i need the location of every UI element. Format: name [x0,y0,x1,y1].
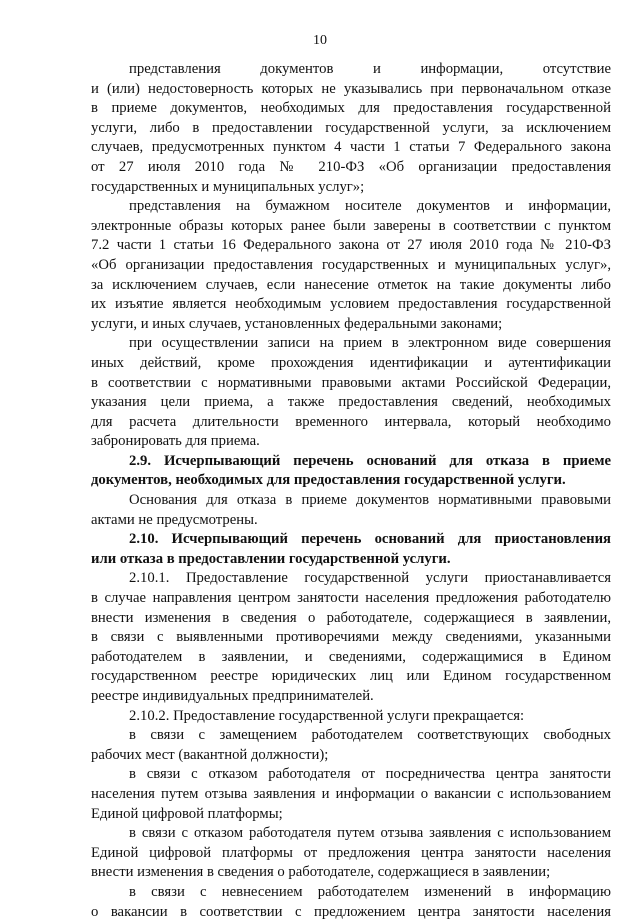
text-line: иных действий, кроме прохождения идентификации и аутентификации [91,354,611,371]
text-line: актами не предусмотрены. [91,511,258,528]
text-line: в связи с невнесением работодателем изменений в информацию [129,883,611,900]
text-line: при осуществлении записи на прием в электронном виде совершения [129,335,611,352]
text-line: от 27 июля 2010 года № 210-ФЗ «Об организации предоставления [91,158,611,175]
paragraph [91,883,611,922]
text-line: забронировать для приема. [91,433,260,450]
text-line: 2.10.1. Предоставление государственной услуги приостанавливается [129,570,611,587]
text-line: рабочих мест (вакантной должности); [91,746,329,763]
text-line: их изъятие является необходимым условием предоставления государственной [91,296,611,313]
text-line: государственных и муниципальных услуг»; [91,178,365,195]
text-line: в связи с отказом работодателя от посредничества центра занятости [129,766,611,783]
text-line: работодателем в заявлении, и сведениями, содержащимися в Едином [91,648,611,665]
page-number: 10 [313,33,327,48]
paragraph [91,569,611,706]
text-line: документов, необходимых для предоставления государственной услуги. [91,472,566,489]
text-line: в связи с отказом работодателя путем отзыва заявления с использованием [129,825,611,842]
text-line: и (или) недостоверность которых не указывались при первоначальном отказе [91,80,611,97]
paragraph [91,60,611,197]
text-line: в соответствии с нормативными правовыми актами Российской Федерации, [91,374,611,391]
text-line: для расчета длительности временного интервала, который необходимо [91,413,611,430]
text-line: 2.9. Исчерпывающий перечень оснований для отказа в приеме [129,452,611,469]
text-line: 2.10. Исчерпывающий перечень оснований для приостановления [129,531,611,548]
paragraph [91,765,611,824]
text-line: государственном реестре юридических лиц или Едином государственном [91,668,611,685]
text-line: услуги, либо в предоставлении государственной услуги, за исключением [91,119,611,136]
text-line: или отказа в предоставлении государственной услуги. [91,550,451,567]
text-line: Единой цифровой платформы от предложения центра занятости населения [91,844,611,861]
text-line: услуги, и иных случаев, установленных федеральными законами; [91,315,503,332]
text-line: за исключением случаев, если нанесение отметок на такие документы либо [91,276,611,293]
text-line: внести изменения в сведения о работодателе, содержащиеся в заявлении; [91,864,551,881]
paragraph [91,707,611,727]
text-line: случаев, предусмотренных пунктом 4 части 1 статьи 7 Федерального закона [91,139,611,156]
text-line: Единой цифровой платформы; [91,805,283,822]
paragraph [91,491,611,530]
text-line: в связи с выявленными противоречиями между сведениями, указанными [91,629,611,646]
text-line: представления на бумажном носителе документов и информации, [129,198,611,215]
text-line: 2.10.2. Предоставление государственной услуги прекращается: [129,707,525,724]
text-line: электронные образы которых ранее были заверены в соответствии с пунктом [91,217,611,234]
paragraph [91,197,611,334]
paragraph [91,824,611,883]
text-line: реестре индивидуальных предпринимателей. [91,688,374,704]
section-heading [91,530,611,569]
text-line: 7.2 части 1 статьи 16 Федерального закона от 27 июля 2010 года № 210-ФЗ [91,237,611,254]
text-line: «Об организации предоставления государственных и муниципальных услуг», [91,256,611,273]
text-line: в приеме документов, необходимых для предоставления государственной [91,100,611,117]
paragraph [91,726,611,765]
text-line: представления документов и информации, отсутствие [129,61,611,77]
document-body [91,60,611,922]
paragraph [91,334,611,452]
text-line: указания цели приема, а также предоставления сведений, необходимых [91,394,611,411]
text-line: в связи с замещением работодателем соответствующих свободных [129,727,611,744]
text-line: внести изменения в сведения о работодателе, содержащиеся в заявлении, [91,609,611,626]
text-line: о вакансии в соответствии с предложением центра занятости населения [91,903,611,920]
text-line: Основания для отказа в приеме документов нормативными правовыми [129,492,611,509]
text-line: населения путем отзыва заявления и информации о вакансии с использованием [91,785,611,802]
section-heading [91,452,611,491]
text-line: в случае направления центром занятости населения предложения работодателю [91,590,611,607]
